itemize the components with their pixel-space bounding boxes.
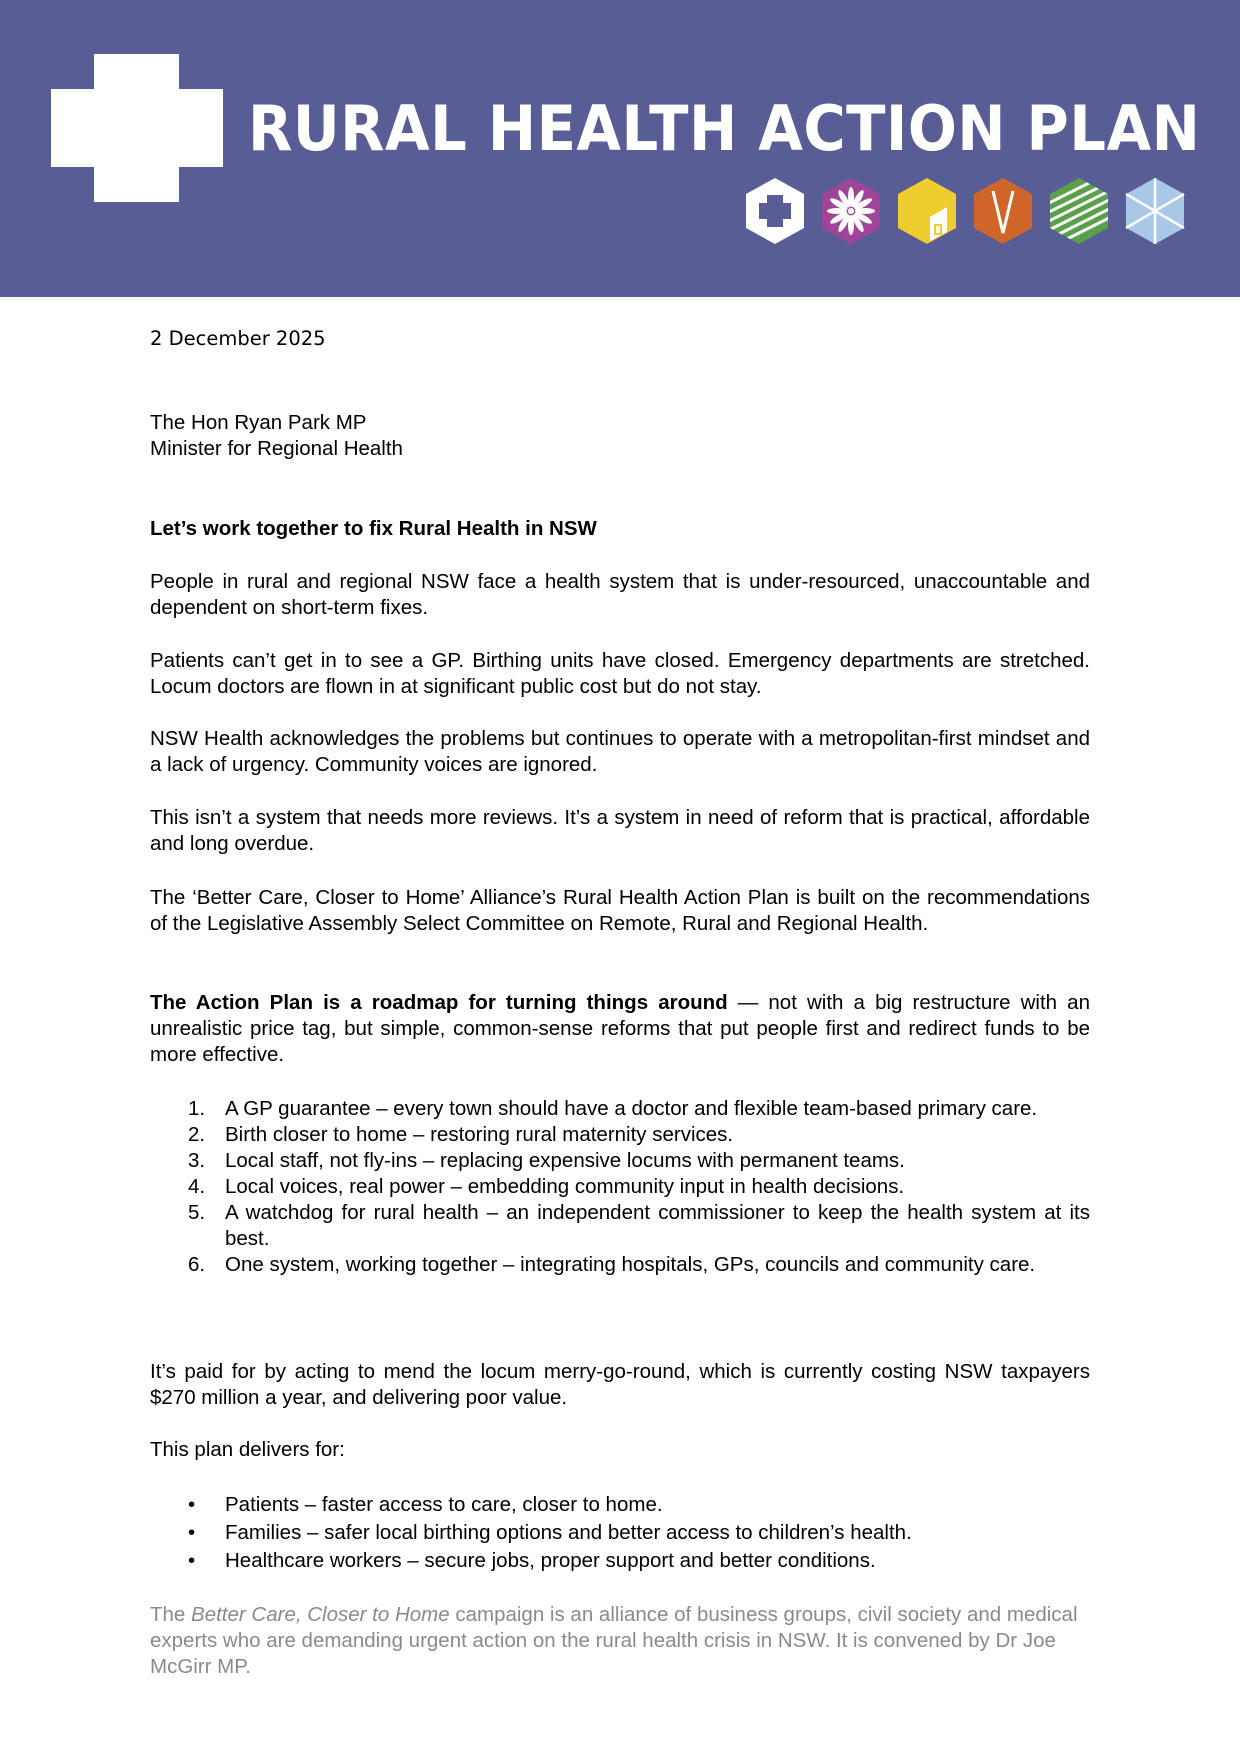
bullet-list [150, 1492, 1090, 1574]
list-text: Local staff, not fly-ins – replacing expensive locums with permanent teams. [225, 1149, 905, 1172]
recipient-name: The Hon Ryan Park MP [150, 411, 367, 434]
flower-hexagon-icon [821, 177, 881, 245]
plan-title: RURAL HEALTH ACTION PLAN [248, 92, 1201, 165]
list-text: One system, working together – integrating hospitals, GPs, councils and community care. [225, 1253, 1036, 1276]
paragraph: Patients can’t get in to see a GP. Birthing units have closed. Emergency departments are stretched. Locum doctors are flown in at significant public cost but do not stay. [150, 649, 1090, 698]
list-number: 2. [188, 1123, 206, 1146]
delivers-intro: This plan delivers for: [150, 1438, 345, 1461]
footer-text: campaign is an alliance of business groups, civil society and medical experts who are demanding urgent action on the rural health crisis in NSW. It is convened by Dr Joe McGirr MP. [150, 1603, 1078, 1678]
stripes-hexagon-icon [1049, 177, 1109, 245]
paragraph: This isn’t a system that needs more reviews. It’s a system in need of reform that is practical, affordable and long overdue. [150, 806, 1090, 855]
bullet-item [150, 1548, 1090, 1574]
roadmap-rest: — not with a big restructure with an unrealistic price tag, but simple, common-sense reforms that put people first and redirect funds to be more effective. [150, 991, 1090, 1066]
letter-heading: Let’s work together to fix Rural Health in NSW [150, 517, 597, 540]
paragraph: People in rural and regional NSW face a health system that is under-resourced, unaccountable and dependent on short-term fixes. [150, 570, 1090, 619]
v-hexagon-icon [973, 177, 1033, 245]
footer-text: The [150, 1603, 192, 1626]
list-text: Birth closer to home – restoring rural maternity services. [225, 1123, 734, 1146]
list-item [150, 1122, 1090, 1148]
list-text: A watchdog for rural health – an independent commissioner to keep the health system at its best. [225, 1201, 1090, 1250]
paragraph: NSW Health acknowledges the problems but continues to operate with a metropolitan-first mindset and a lack of urgency. Community voices are ignored. [150, 727, 1090, 776]
list-number: 5. [188, 1201, 206, 1224]
bullet-icon: • [188, 1521, 196, 1544]
cross-hexagon-icon [745, 177, 805, 245]
header-banner [0, 0, 1240, 297]
bullet-text: Families – safer local birthing options and better access to children’s health. [225, 1521, 912, 1544]
list-number: 6. [188, 1253, 206, 1276]
footer-note [150, 1602, 1090, 1680]
bullet-icon: • [188, 1493, 196, 1516]
bullet-item [150, 1520, 1090, 1546]
list-item [150, 1200, 1090, 1252]
snowflake-hexagon-icon [1125, 177, 1185, 245]
house-hexagon-icon [897, 177, 957, 245]
list-text: Local voices, real power – embedding community input in health decisions. [225, 1175, 905, 1198]
list-item [150, 1252, 1090, 1278]
bullet-item [150, 1492, 1090, 1518]
recipient-title: Minister for Regional Health [150, 437, 403, 460]
numbered-list [150, 1096, 1090, 1278]
bullet-icon: • [188, 1549, 196, 1572]
bullet-text: Healthcare workers – secure jobs, proper support and better conditions. [225, 1549, 876, 1572]
letter-date: 2 December 2025 [150, 327, 326, 350]
list-number: 4. [188, 1175, 206, 1198]
roadmap-bold: The Action Plan is a roadmap for turning things around [150, 991, 728, 1014]
list-number: 3. [188, 1149, 206, 1172]
funding-paragraph: It’s paid for by acting to mend the locum merry-go-round, which is currently costing NSW taxpayers $270 million a year, and delivering poor value. [150, 1360, 1090, 1409]
icon-row [745, 177, 1185, 245]
roadmap-paragraph [150, 990, 1090, 1068]
paragraph: The ‘Better Care, Closer to Home’ Alliance’s Rural Health Action Plan is built on the recommendations of the Legislative Assembly Select Committee on Remote, Rural and Regional Health. [150, 886, 1090, 935]
list-item [150, 1148, 1090, 1174]
list-text: A GP guarantee – every town should have a doctor and flexible team-based primary care. [225, 1097, 1038, 1120]
campaign-name: Better Care, Closer to Home [191, 1603, 450, 1626]
bullet-text: Patients – faster access to care, closer to home. [225, 1493, 663, 1516]
list-item [150, 1096, 1090, 1122]
cross-logo-icon [51, 54, 223, 202]
list-number: 1. [188, 1097, 206, 1120]
list-item [150, 1174, 1090, 1200]
